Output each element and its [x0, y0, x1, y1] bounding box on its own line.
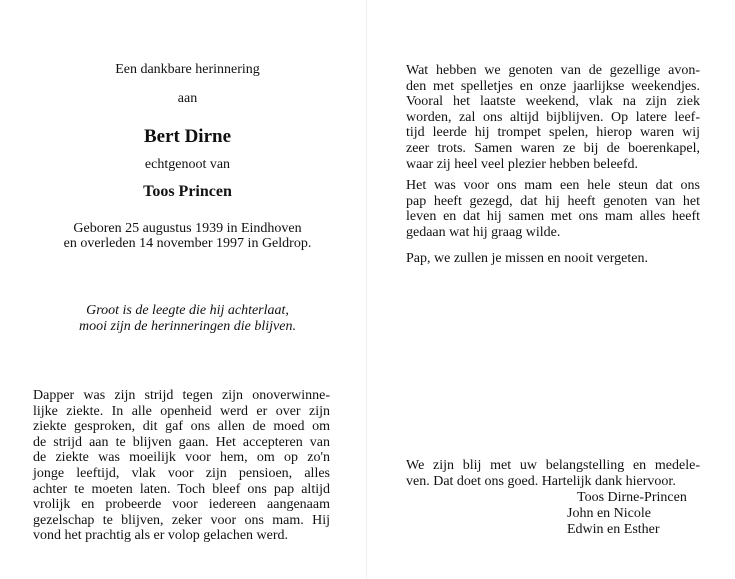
- spouse-name: Toos Princen: [143, 183, 232, 200]
- support-paragraph: [406, 178, 700, 240]
- story-line: lijke ziekte. In alle openheid werd er over zijn: [33, 403, 330, 419]
- memories-paragraph: [406, 63, 700, 172]
- story-paragraph: [33, 388, 330, 544]
- signature-line: Toos Dirne-Princen: [577, 490, 687, 505]
- memories-line: tijd leerde hij trompet spelen, hierop waren wij: [406, 125, 700, 141]
- thanks-paragraph: [406, 458, 700, 489]
- memories-line: Wat hebben we genoten van de gezellige avon-: [406, 63, 700, 78]
- left-page: [0, 0, 367, 579]
- story-line: vrolijk en probeerde voor iedereen aangenaam: [33, 497, 330, 513]
- memories-line: Vooral het laatste weekend, vlak na zijn ziek: [406, 94, 700, 110]
- memories-line: worden, zal ons altijd bijblijven. Op latere leef-: [406, 109, 700, 125]
- story-line: ziekte gesproken, dit gaf ons allen de moed om: [33, 419, 330, 435]
- thanks-line: We zijn blij met uw belangstelling en medele-: [406, 458, 700, 473]
- quote-line: Groot is de leegte die hij achterlaat,: [86, 303, 289, 318]
- memories-line: den met spelletjes en onze jaarlijkse weekendjes.: [406, 78, 700, 94]
- story-line: achter te moeten laten. Toch bleef ons pap altijd: [33, 481, 330, 497]
- support-line: pap heeft gezegd, dat hij heeft genoten van het: [406, 193, 700, 209]
- support-line: leven en dat hij samen met ons mam alles heeft: [406, 209, 700, 225]
- farewell-paragraph: [406, 251, 700, 267]
- support-line: gedaan wat hij graag wilde.: [406, 224, 561, 240]
- story-line: vond het prachtig als er volop gelachen werd.: [33, 528, 289, 544]
- story-line: gezelschap te blijven, zeker voor ons mam. Hij: [33, 512, 330, 528]
- support-line: Het was voor ons mam een hele steun dat ons: [406, 178, 700, 193]
- story-line: de strijd aan te blijven gaan. Het accepteren van: [33, 434, 330, 450]
- to-text: aan: [177, 91, 198, 106]
- quote-line: mooi zijn de herinneringen die blijven.: [79, 319, 296, 334]
- signature-line: John en Nicole: [567, 506, 651, 521]
- birth-line: Geboren 25 augustus 1939 in Eindhoven: [73, 221, 302, 236]
- memories-line: waar zij heel veel plezier hebben beleefd.: [406, 156, 639, 172]
- memories-line: zeer trots. Samen waren ze bij de boerenkapel,: [406, 140, 700, 156]
- death-line: en overleden 14 november 1997 in Geldrop.: [63, 236, 312, 251]
- farewell-line: Pap, we zullen je missen en nooit vergeten.: [406, 251, 648, 266]
- thanks-line: ven. Dat doet ons goed. Hartelijk dank hiervoor.: [406, 473, 676, 489]
- story-line: jonge leeftijd, vlak voor zijn pensioen, alles: [33, 465, 330, 481]
- story-line: de ziekte was moeilijk voor hem, om op zo'n: [33, 450, 330, 466]
- relation-text: echtgenoot van: [144, 157, 231, 172]
- deceased-name: Bert Dirne: [143, 126, 232, 147]
- signature-line: Edwin en Esther: [567, 522, 660, 537]
- story-line: Dapper was zijn strijd tegen zijn onoverwinne-: [33, 388, 330, 403]
- dedication-text: Een dankbare herinnering: [115, 62, 260, 77]
